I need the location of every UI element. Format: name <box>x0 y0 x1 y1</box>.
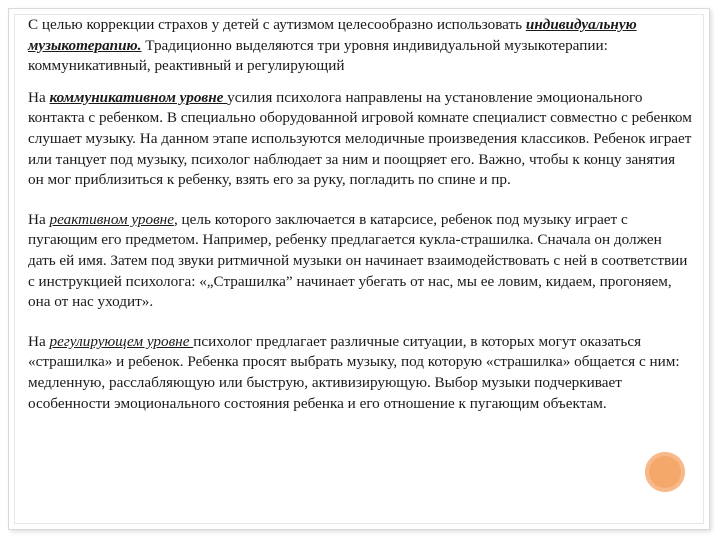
reactive-paragraph <box>28 210 693 313</box>
regulating-text: психолог предлагает различные ситуации, в которых могут оказаться «страшилка» и ребенок. Ребенка просят выбрать музыку, под которую «страшилка» общается с ним: медленную, расслабляющую или быструю, активизирующую. Выбор музыки подчеркивает особенности эмоционального состояния ребенка и его отношение к пугающим объектам. <box>28 332 680 412</box>
reactive-text: , цель которого заключается в катарсисе, ребенок под музыку играет с пугающим его предметом. Например, ребенку предлагается кукла-страшилка. Сначала он должен дать ей имя. Затем под звуки ритмичной музыки он начинает взаимодействовать с ней в соответствии с инструкцией психолога: «„Страшилка” начинает убегать от нас, мы ее ловим, кидаем, прогоняем, она от нас уходит». <box>28 210 688 311</box>
communicative-text: усилия психолога направлены на установление эмоционального контакта с ребенком. В специально оборудованной игровой комнате специалист совместно с ребенком слушает музыку. На данном этапе используются мелодичные произведения классиков. Ребенок играет или танцует под музыку, психолог наблюдает за ним и поощряет его. Важно, чтобы к концу занятия он мог приблизиться к ребенку, взять его за руку, погладить по спине и пр. <box>28 88 692 189</box>
regulating-term: регулирующем уровне <box>49 332 194 350</box>
reactive-term: реактивном уровне <box>49 210 174 228</box>
reactive-prefix: На <box>28 210 50 228</box>
regulating-paragraph <box>28 332 693 414</box>
intro-tail: Традиционно выделяются три уровня индивидуальной музыкотерапии: коммуникативный, реактивный и регулирующий <box>28 36 608 75</box>
decorative-dot-icon <box>645 452 685 492</box>
communicative-prefix: На <box>28 88 50 106</box>
intro-paragraph <box>28 15 693 77</box>
slide-content <box>28 15 693 414</box>
regulating-prefix: На <box>28 332 50 350</box>
intro-term: индивидуальную музыкотерапию. <box>28 16 637 54</box>
communicative-paragraph <box>28 88 693 191</box>
communicative-term: коммуникативном уровне <box>49 88 228 106</box>
intro-lead: С целью коррекции страхов у детей с аутизмом целесообразно использовать <box>28 16 526 33</box>
